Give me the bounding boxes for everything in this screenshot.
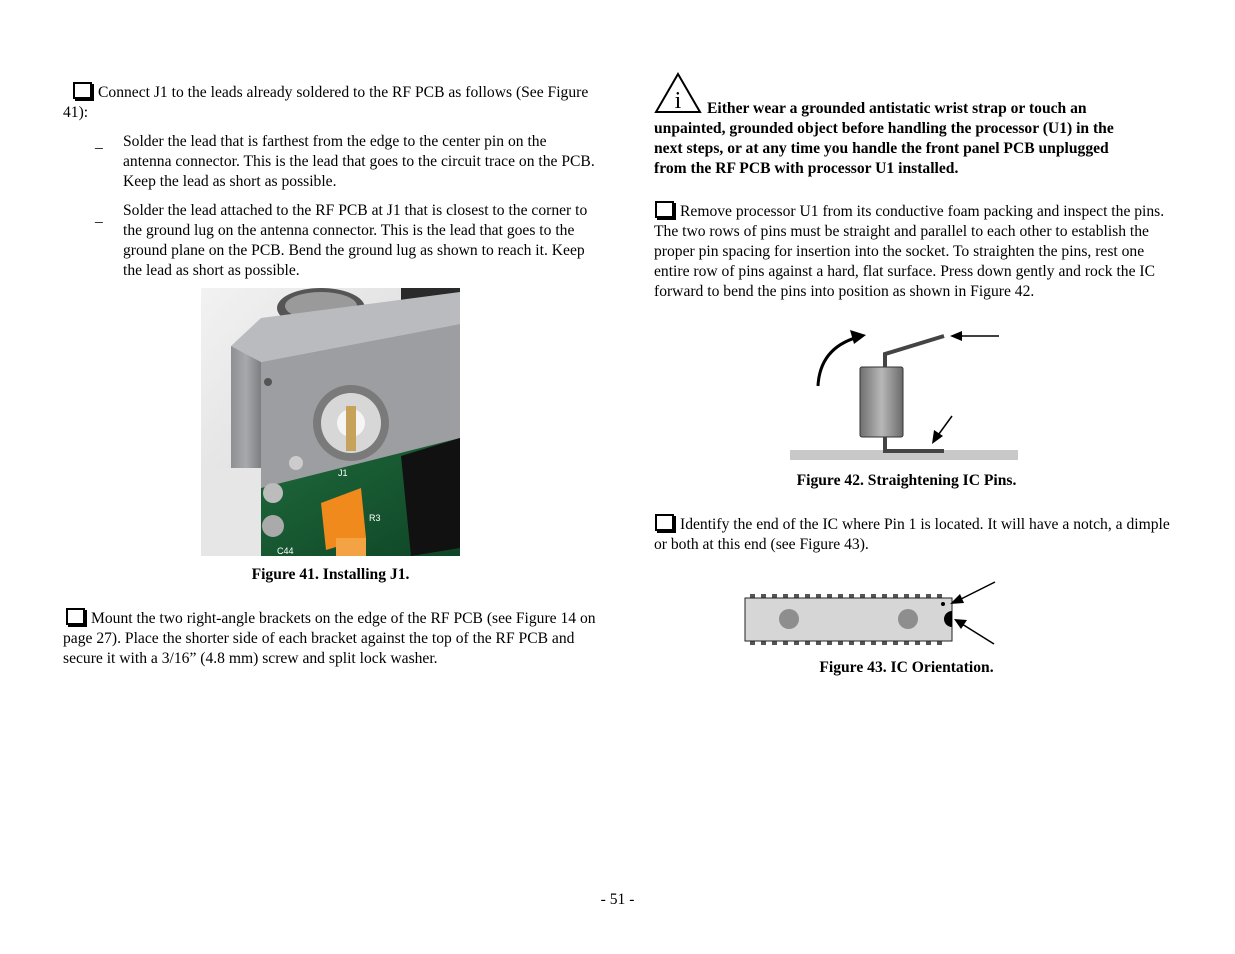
photo-label-c44: C44	[277, 546, 294, 556]
step-identify-pin1	[654, 514, 1174, 555]
rock-arrow	[818, 336, 862, 386]
pointer-arrow-notch	[962, 624, 994, 644]
warning-text: Either wear a grounded antistatic wrist strap or touch an unpainted, grounded object before handling the processor (U1) in the next steps, or at any time you handle the front panel PCB unplugged from the RF PCB with processor U1 installed.	[654, 100, 1114, 177]
bullet-marker-2: _	[95, 208, 103, 225]
checkbox-icon[interactable]	[655, 514, 674, 531]
step-mount-brackets	[63, 608, 598, 669]
bent-pin	[885, 336, 944, 367]
svg-text:i: i	[674, 88, 682, 114]
step-mount-brackets-text: Mount the two right-angle brackets on the edge of the RF PCB (see Figure 14 on page 27). Place the shorter side of each bracket against the top of the RF PCB and secure it with a 3/16” (4.8 mm) screw and split lock washer.	[63, 610, 596, 667]
step-remove-u1	[654, 201, 1174, 302]
step-remove-u1-text: Remove processor U1 from its conductive foam packing and inspect the pins. The two rows of pins must be straight and parallel to each other to establish the proper pin spacing for insertion into the socket. To straighten the pins, rest one entire row of pins against a hard, flat surface. Press down gently and rock the IC forward to bend the pins into position as shown in Figure 42.	[654, 203, 1165, 300]
checkbox-icon[interactable]	[66, 608, 85, 625]
bullet-text-1: Solder the lead that is farthest from the edge to the center pin on the antenna connector. This is the lead that goes to the circuit trace on the PCB. Keep the lead as short as possible.	[123, 133, 595, 190]
figure-43-caption: Figure 43. IC Orientation.	[819, 659, 994, 676]
photo-label-j1: J1	[338, 468, 348, 478]
pointer-arrow-dimple	[959, 582, 995, 600]
step-identify-pin1-text: Identify the end of the IC where Pin 1 is located. It will have a notch, a dimple or both at this end (see Figure 43).	[654, 516, 1170, 553]
figure-42-caption: Figure 42. Straightening IC Pins.	[796, 472, 1017, 489]
page-number: - 51 -	[600, 891, 635, 908]
figure-42-diagram	[784, 326, 1024, 466]
mold-mark-right	[898, 609, 918, 629]
bullet-marker-1: _	[95, 134, 103, 151]
ic-package	[745, 598, 952, 641]
ic-body	[860, 367, 903, 437]
checkbox-icon[interactable]	[655, 201, 674, 218]
figure-41-photo	[201, 288, 460, 556]
step-connect-j1	[63, 82, 598, 123]
figure-43-diagram	[742, 578, 1002, 650]
checkbox-icon[interactable]	[73, 82, 92, 99]
pin1-dimple	[941, 602, 945, 606]
bullet-text-2: Solder the lead attached to the RF PCB at J1 that is closest to the corner to the ground lug on the antenna connector. This is the lead that goes to the ground plane on the PCB. Bend the ground lug as shown to reach it. Keep the lead as short as possible.	[123, 202, 588, 279]
photo-label-r3: R3	[369, 513, 381, 523]
step-connect-j1-text: Connect J1 to the leads already soldered to the RF PCB as follows (See Figure 41):	[63, 84, 589, 121]
figure-41-caption: Figure 41. Installing J1.	[251, 566, 410, 583]
mold-mark-left	[779, 609, 799, 629]
